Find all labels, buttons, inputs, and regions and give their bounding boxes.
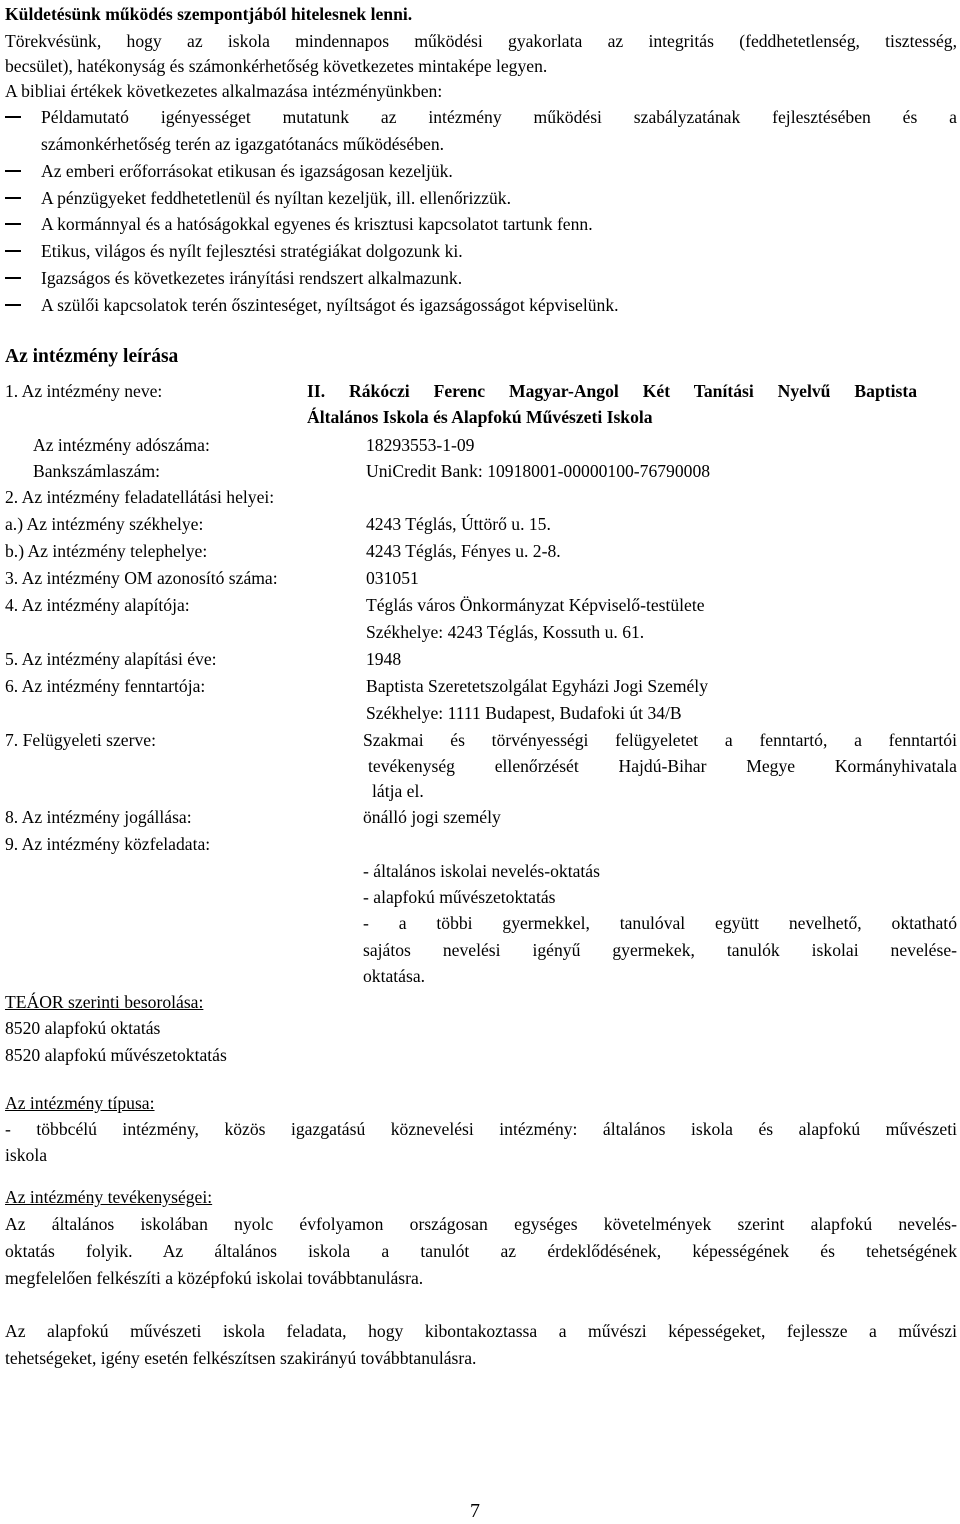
sites-label: 2. Az intézmény feladatellátási helyei: — [5, 487, 275, 507]
maintainer-line: Baptista Szeretetszolgálat Egyházi Jogi Személy — [366, 676, 708, 696]
bullet-dash — [5, 277, 21, 279]
bullet-dash — [5, 304, 21, 306]
bullet-item: Igazságos és következetes irányítási rendszert alkalmazunk. — [41, 268, 463, 288]
public-task-line: - általános iskolai nevelés-oktatás — [363, 861, 600, 881]
public-task-label: 9. Az intézmény közfeladata: — [5, 834, 211, 854]
tax-label: Az intézmény adószáma: — [33, 435, 210, 455]
founded-label: 5. Az intézmény alapítási éve: — [5, 649, 217, 669]
tax-value: 18293553-1-09 — [366, 435, 475, 455]
om-label: 3. Az intézmény OM azonosító száma: — [5, 568, 278, 588]
hq-value: 4243 Téglás, Úttörő u. 15. — [366, 514, 551, 534]
bullet-item: A szülői kapcsolatok terén őszinteséget, nyíltságot és igazságosságot képviselünk. — [41, 295, 619, 315]
activities-label: Az intézmény tevékenységei: — [5, 1187, 213, 1207]
mission-intro-line: becsület), hatékonyság és számonkérhetőség következetes mintaképe legyen. — [5, 56, 548, 76]
art-school-line: Az alapfokú művészeti iskola feladata, hogy kibontakoztassa a művészi képességeket, fejlessze a művészi — [5, 1321, 957, 1341]
art-school-line: tehetségeket, igény esetén felkészítsen szakirányú továbbtanulásra. — [5, 1348, 477, 1368]
supervisor-line: Szakmai és törvényességi felügyeletet a fenntartó, a fenntartói — [363, 730, 957, 750]
public-task-line: oktatása. — [363, 966, 426, 986]
supervisor-line: tevékenység ellenőrzését Hajdú-Bihar Megye Kormányhivatala — [368, 756, 957, 776]
activities-line: megfelelően felkészíti a középfokú iskolai továbbtanulásra. — [5, 1268, 424, 1288]
founder-line: Székhelye: 4243 Téglás, Kossuth u. 61. — [366, 622, 645, 642]
bullet-item-continued: számonkérhetőség terén az igazgatótanács működésében. — [41, 134, 445, 154]
maintainer-label: 6. Az intézmény fenntartója: — [5, 676, 206, 696]
legal-label: 8. Az intézmény jogállása: — [5, 807, 192, 827]
institution-name-line: II. Rákóczi Ferenc Magyar-Angol Két Tanítási Nyelvű Baptista — [307, 381, 917, 401]
type-label: Az intézmény típusa: — [5, 1093, 155, 1113]
legal-value: önálló jogi személy — [363, 807, 501, 827]
hq-label: a.) Az intézmény székhelye: — [5, 514, 204, 534]
site-label: b.) Az intézmény telephelye: — [5, 541, 208, 561]
public-task-line: sajátos nevelési igényű gyermekek, tanulók iskolai nevelése- — [363, 940, 957, 960]
page-number: 7 — [470, 1500, 480, 1522]
bullet-item: Az emberi erőforrásokat etikusan és igazságosan kezeljük. — [41, 161, 453, 181]
bullet-item: Etikus, világos és nyílt fejlesztési stratégiákat dolgozunk ki. — [41, 241, 463, 261]
bullet-dash — [5, 170, 21, 172]
bullet-dash — [5, 197, 21, 199]
name-label: 1. Az intézmény neve: — [5, 381, 163, 401]
supervisor-line: látja el. — [372, 781, 424, 801]
institution-heading: Az intézmény leírása — [5, 346, 179, 367]
institution-name-line: Általános Iskola és Alapfokú Művészeti Iskola — [307, 407, 653, 427]
values-intro: A bibliai értékek következetes alkalmazása intézményünkben: — [5, 81, 443, 101]
mission-heading: Küldetésünk működés szempontjából hitelesnek lenni. — [5, 4, 413, 24]
public-task-line: - a többi gyermekkel, tanulóval együtt nevelhető, oktatható — [363, 913, 957, 933]
activities-line: oktatás folyik. Az általános iskola a tanulót az érdeklődésének, képességének és tehetségének — [5, 1241, 957, 1261]
type-line: iskola — [5, 1145, 48, 1165]
supervisor-label: 7. Felügyeleti szerve: — [5, 730, 156, 750]
teaor-item: 8520 alapfokú oktatás — [5, 1018, 161, 1038]
bullet-item: Példamutató igényességet mutatunk az intézmény működési szabályzatának fejlesztésében és a — [41, 107, 957, 127]
teaor-item: 8520 alapfokú művészetoktatás — [5, 1045, 227, 1065]
activities-line: Az általános iskolában nyolc évfolyamon országosan egységes követelmények szerint alapfokú nevelés- — [5, 1214, 957, 1234]
bullet-dash — [5, 250, 21, 252]
founder-label: 4. Az intézmény alapítója: — [5, 595, 190, 615]
bullet-item: A kormánnyal és a hatóságokkal egyenes és krisztusi kapcsolatot tartunk fenn. — [41, 214, 593, 234]
teaor-label: TEÁOR szerinti besorolása: — [5, 992, 204, 1012]
founder-line: Téglás város Önkormányzat Képviselő-testülete — [366, 595, 705, 615]
founded-value: 1948 — [366, 649, 402, 669]
om-value: 031051 — [366, 568, 419, 588]
public-task-line: - alapfokú művészetoktatás — [363, 887, 556, 907]
bullet-item: A pénzügyeket feddhetetlenül és nyíltan kezeljük, ill. ellenőrizzük. — [41, 188, 511, 208]
bullet-dash — [5, 116, 21, 118]
bank-value: UniCredit Bank: 10918001-00000100-76790008 — [366, 461, 711, 481]
bullet-dash — [5, 223, 21, 225]
mission-intro-line: Törekvésünk, hogy az iskola mindennapos működési gyakorlata az integritás (feddhetetlenség, tisztesség, — [5, 31, 957, 51]
type-line: - többcélú intézmény, közös igazgatású köznevelési intézmény: általános iskola és alapfokú művészeti — [5, 1119, 957, 1139]
bank-label: Bankszámlaszám: — [33, 461, 161, 481]
site-value: 4243 Téglás, Fényes u. 2-8. — [366, 541, 561, 561]
maintainer-line: Székhelye: 1111 Budapest, Budafoki út 34/B — [366, 703, 682, 723]
